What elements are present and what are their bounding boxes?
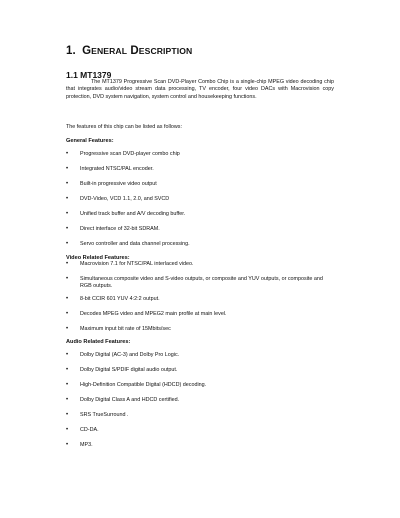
bullet: • — [66, 326, 69, 332]
audio-features-label: Audio Related Features: — [66, 339, 131, 345]
bullet: • — [66, 397, 69, 403]
list-item-text: Unified track buffer and A/V decoding buffer. — [80, 211, 186, 217]
list-item-text: Decodes MPEG video and MPEG2 main profile at main level. — [80, 311, 227, 317]
list-item — [66, 276, 336, 290]
list-item-text: SRS TrueSurround . — [80, 412, 129, 418]
list-item-text: CD-DA. — [80, 427, 99, 433]
heading-initial-1: G — [82, 45, 92, 57]
list-item — [66, 412, 336, 419]
list-item — [66, 181, 336, 188]
list-item-text: Servo controller and data channel processing. — [80, 241, 190, 247]
bullet: • — [66, 412, 69, 418]
list-item — [66, 442, 336, 449]
list-item — [66, 352, 336, 359]
bullet: • — [66, 442, 69, 448]
list-item — [66, 296, 336, 303]
list-item-text: Built-in progressive video output — [80, 181, 157, 187]
list-item — [66, 326, 336, 333]
heading-initial-2: D — [130, 45, 139, 57]
subsection-heading: 1.1 MT1379 — [66, 70, 112, 80]
heading-rest-2: ESCRIPTION — [138, 46, 193, 56]
list-item — [66, 367, 336, 374]
general-features-label: General Features: — [66, 138, 114, 144]
list-item — [66, 196, 336, 203]
bullet: • — [66, 211, 69, 217]
bullet: • — [66, 427, 69, 433]
bullet: • — [66, 241, 69, 247]
list-item — [66, 261, 336, 268]
list-item-text: Progressive scan DVD-player combo chip — [80, 151, 180, 157]
bullet: • — [66, 382, 69, 388]
list-item — [66, 427, 336, 434]
list-item-text: Dolby Digital S/PDIF digital audio output. — [80, 367, 178, 373]
list-item-text: Dolby Digital Class A and HDCD certified. — [80, 397, 180, 403]
bullet: • — [66, 261, 69, 267]
list-item-text: Macrovision 7.1 for NTSC/PAL interlaced video. — [80, 261, 194, 267]
heading-rest-1: ENERAL — [91, 46, 128, 56]
bullet: • — [66, 276, 69, 282]
list-item-text: High-Definition Compatible Digital (HDCD) decoding. — [80, 382, 207, 388]
section-number: 1. — [66, 45, 76, 57]
video-features-label: Video Related Features: — [66, 255, 130, 261]
list-item — [66, 241, 336, 248]
list-item-text: MP3. — [80, 442, 93, 448]
list-item-text: Maximum input bit rate of 15Mbits/sec — [80, 326, 171, 332]
list-item-text: 8-bit CCIR 601 YUV 4:2:2 output. — [80, 296, 160, 302]
bullet: • — [66, 166, 69, 172]
bullet: • — [66, 196, 69, 202]
list-item — [66, 226, 336, 233]
bullet: • — [66, 151, 69, 157]
intro-paragraph: The MT1379 Progressive Scan DVD-Player Combo Chip is a single-chip MPEG video decoding chip that integrates audio/video stream data processing, TV encoder, four video DACs with Macrovision copy protection, DVD system navigation, system control and housekeeping functions. — [66, 79, 334, 100]
list-item — [66, 382, 336, 389]
bullet: • — [66, 181, 69, 187]
list-item-text: Dolby Digital (AC-3) and Dolby Pro Logic. — [80, 352, 180, 358]
bullet: • — [66, 311, 69, 317]
list-item — [66, 311, 336, 318]
list-item — [66, 211, 336, 218]
bullet: • — [66, 367, 69, 373]
bullet: • — [66, 226, 69, 232]
list-item-text: Direct interface of 32-bit SDRAM. — [80, 226, 160, 232]
section-heading — [66, 45, 192, 57]
features-intro: The features of this chip can be listed as follows: — [66, 124, 182, 130]
list-item — [66, 166, 336, 173]
bullet: • — [66, 352, 69, 358]
bullet: • — [66, 296, 69, 302]
list-item — [66, 151, 336, 158]
list-item-text: Integrated NTSC/PAL encoder. — [80, 166, 154, 172]
list-item-text: DVD-Video, VCD 1.1, 2.0, and SVCD — [80, 196, 170, 202]
list-item-text: Simultaneous composite video and S-video outputs, or composite and YUV outputs, or composite and RGB outputs. — [80, 276, 323, 289]
list-item — [66, 397, 336, 404]
